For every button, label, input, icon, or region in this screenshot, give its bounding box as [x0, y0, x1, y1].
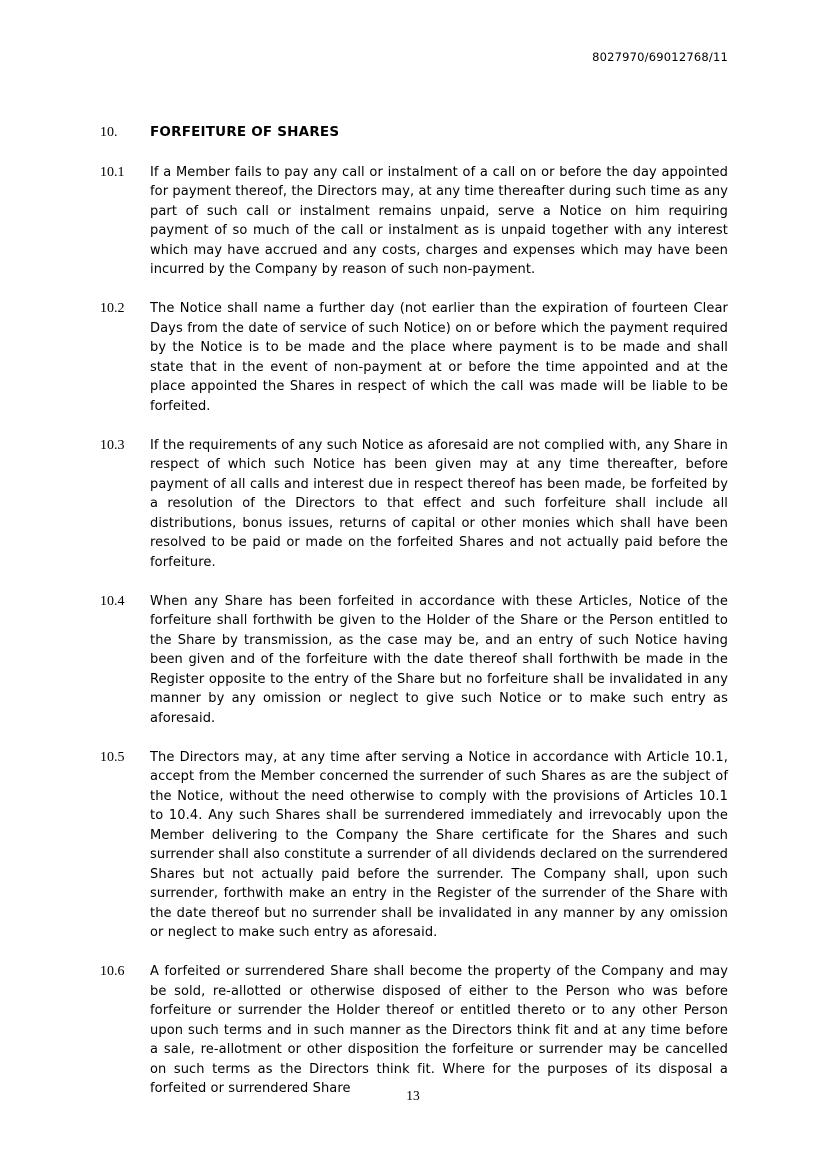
clause-number: 10.1: [100, 164, 125, 180]
clause-text: The Directors may, at any time after serving a Notice in accordance with Article 10.1, accept from the Member concerned the surrender of such Shares as are the subject of the Notice, without the need otherwise to comply with the provisions of Articles 10.1 to 10.4. Any such Shares shall be surrendered immediately and irrevocably upon the Member delivering to the Company the Share certificate for the Shares and such surrender shall also constitute a surrender of all dividends declared on the surrendered Shares but not actually paid before the surrender. The Company shall, upon such surrender, forthwith make an entry in the Register of the surrender of the Share with the date thereof but no surrender shall be invalidated in any manner by any omission or neglect to make such entry as aforesaid.: [150, 749, 728, 940]
clause-text: If the requirements of any such Notice as aforesaid are not complied with, any Share in respect of which such Notice has been given may at any time thereafter, before payment of all calls and interest due in respect thereof has been made, be forfeited by a resolution of the Directors to that effect and such forfeiture shall include all distributions, bonus issues, returns of capital or other monies which shall have been resolved to be paid or made on the forfeited Shares and not actually paid before the forfeiture.: [150, 437, 728, 570]
clause-10-6: [100, 962, 728, 1099]
section-title: FORFEITURE OF SHARES: [150, 124, 340, 140]
clause-10-2: [100, 299, 728, 416]
document-reference: 8027970/69012768/11: [592, 50, 728, 64]
clause-number: 10.3: [100, 437, 125, 453]
clause-number: 10.5: [100, 749, 125, 765]
clause-text: A forfeited or surrendered Share shall become the property of the Company and may be sold, re-allotted or otherwise disposed of either to the Person who was before forfeiture or surrender the Holder thereof or entitled thereto or to any other Person upon such terms and in such manner as the Directors think fit and at any time before a sale, re-allotment or other disposition the forfeiture or surrender may be cancelled on such terms as the Directors think fit. Where for the purposes of its disposal a forfeited or surrendered Share: [150, 964, 728, 1096]
clause-text: The Notice shall name a further day (not earlier than the expiration of fourteen Clear Days from the date of service of such Notice) on or before which the payment required by the Notice is to be made and the place where payment is to be made and shall state that in the event of non-payment at or before the time appointed and at the place appointed the Shares in respect of which the call was made will be liable to be forfeited.: [150, 301, 728, 414]
clause-text: When any Share has been forfeited in accordance with these Articles, Notice of the forfeiture shall forthwith be given to the Holder of the Share or the Person entitled to the Share by transmission, as the case may be, and an entry of such Notice having been given and of the forfeiture with the date thereof shall forthwith be made in the Register opposite to the entry of the Share but no forfeiture shall be invalidated in any manner by any omission or neglect to give such Notice or to make such entry as aforesaid.: [150, 593, 728, 726]
clause-number: 10.4: [100, 593, 125, 609]
section-number: 10.: [100, 125, 118, 140]
clause-text: If a Member fails to pay any call or instalment of a call on or before the day appointed for payment thereof, the Directors may, at any time thereafter during such time as any part of such call or instalment remains unpaid, serve a Notice on him requiring payment of so much of the call or instalment as is unpaid together with any interest which may have accrued and any costs, charges and expenses which may have been incurred by the Company by reason of such non-payment.: [150, 164, 728, 277]
document-body: [100, 123, 728, 1118]
page-number: 13: [406, 1088, 420, 1103]
clause-10-4: [100, 592, 728, 729]
clause-number: 10.2: [100, 301, 125, 316]
clause-number: 10.6: [100, 964, 125, 979]
section-heading: [100, 123, 728, 143]
clause-10-1: [100, 163, 728, 280]
clause-10-5: [100, 748, 728, 943]
clause-10-3: [100, 436, 728, 573]
